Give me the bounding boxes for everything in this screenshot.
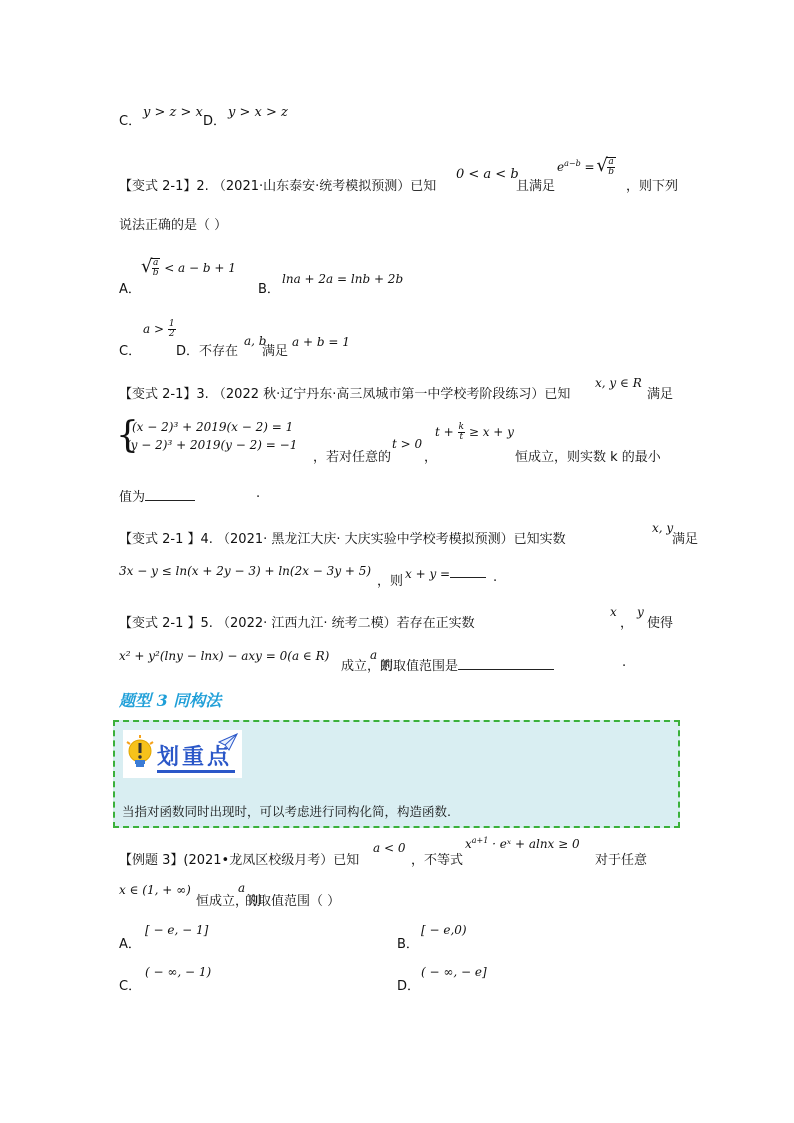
q3-end: .	[256, 486, 261, 501]
q3-t-cond: t > 0	[392, 437, 423, 451]
q2-a-frac-num: √ a	[153, 258, 159, 268]
example3-option-b-expr: [ − e,0)	[421, 923, 467, 937]
q2-prefix: 【变式 2-1】2. （2021·山东泰安·统考模拟预测）已知	[119, 179, 437, 194]
q3-ineq-right: ≥ x + y	[468, 425, 514, 439]
q4-expr: 3x − y ≤ ln(x + 2y − 3) + ln(2x − 3y + 5)	[119, 564, 372, 578]
q2-option-d-label: D．不存在	[176, 344, 239, 359]
example3-expr-rest: · eˣ + alnx ≥ 0	[488, 837, 580, 851]
q5-end: .	[622, 655, 627, 670]
q2-eq-base: e	[557, 160, 565, 174]
key-point-box	[113, 720, 680, 828]
q2-option-d-ab: a, b	[244, 334, 267, 348]
example3-option-d-label: D．	[397, 979, 421, 994]
example3-expr-exp: a+1	[471, 836, 489, 845]
example3-option-b-label: B．	[397, 937, 419, 952]
q2-frac-num: √ a	[608, 157, 614, 167]
q3-ineq-num: k	[458, 422, 464, 432]
badge-underline	[157, 770, 235, 773]
section-title: 题型 3 同构法	[119, 691, 222, 710]
example3-option-c-label: C．	[119, 979, 142, 994]
q2-equation	[557, 157, 616, 177]
q2-suffix: ，则下列	[626, 179, 679, 194]
q2-c-expr: a >	[143, 322, 165, 336]
example3-prefix: 【例题 3】(2021•龙凤区校级月考）已知	[119, 853, 360, 868]
answer-blank[interactable]	[145, 487, 195, 501]
answer-blank[interactable]	[450, 564, 486, 578]
example3-option-a-label: A．	[119, 937, 141, 952]
q2-option-a-label: A．	[119, 282, 141, 297]
q2-option-d-mid: 满足	[262, 344, 289, 359]
example3-suffix: 对于任意	[595, 853, 648, 868]
key-point-label: 划重点	[157, 745, 233, 770]
option-d-expr: y > x > z	[228, 105, 288, 120]
q4-vars: x, y	[652, 521, 674, 535]
option-d-label: D．	[203, 114, 227, 129]
q3-mid1: ，若对任意的	[313, 450, 392, 465]
system-brace: {	[116, 415, 139, 456]
q5-expr: x² + y²(lny − lnx) − axy = 0(a ∈ R)	[119, 649, 330, 663]
q4-target	[405, 564, 486, 581]
key-point-badge	[123, 730, 242, 778]
example3-expr-base: x	[465, 837, 472, 851]
q4-mid: ，则	[377, 574, 404, 589]
sqrt-symbol	[143, 258, 160, 278]
option-c-prev	[119, 110, 141, 129]
q5-tail	[380, 655, 554, 674]
example3-mid: ，不等式	[411, 853, 464, 868]
q3-system-eq2: (y − 2)³ + 2019(y − 2) = −1	[126, 438, 298, 452]
q3-line3-a: 值为	[119, 490, 146, 505]
q3-suffix: 满足	[647, 387, 674, 402]
q5-y: y	[637, 605, 644, 619]
q3-tail: 恒成立，则实数 k 的最小	[515, 450, 661, 465]
q2-condition: 0 < a < b	[456, 167, 519, 182]
q2-option-b-label: B．	[258, 282, 280, 297]
q3-inequality	[435, 423, 514, 442]
q2-eq-exp: a−b	[564, 159, 581, 168]
example3-option-c-expr: ( − ∞, − 1)	[145, 965, 212, 979]
q2-line2: 说法正确的是（ ）	[119, 218, 228, 233]
q3-ineq-left: t +	[435, 425, 454, 439]
q2-frac-den: b	[608, 167, 614, 177]
q4-end: .	[493, 570, 498, 585]
q2-option-c-expr	[143, 320, 176, 339]
q5-comma: ，	[620, 616, 634, 631]
q5-mid: 成立，则	[341, 659, 394, 674]
answer-blank[interactable]	[458, 656, 554, 670]
q5-tail-text: 的取值范围是	[380, 659, 459, 674]
q5-a: a	[370, 648, 378, 662]
example3-domain: x ∈ (1, + ∞)	[119, 883, 191, 897]
q2-c-frac-den: 2	[168, 329, 175, 339]
example3-line2-tail: 的取值范围（ ）	[245, 894, 341, 909]
q3-vars: x, y ∈ R	[595, 376, 642, 390]
q4-target-text: x + y =	[405, 567, 451, 581]
example3-line2-mid: 恒成立，则	[196, 894, 262, 909]
q3-prefix: 【变式 2-1】3. （2022 秋·辽宁丹东·高三凤城市第一中学校考阶段练习）已知	[119, 387, 571, 402]
option-label: C．	[119, 114, 142, 129]
q3-system-eq1: (x − 2)³ + 2019(x − 2) = 1	[132, 420, 294, 434]
q3-ineq-den: t	[459, 432, 464, 442]
q2-option-a-expr	[143, 258, 236, 278]
example3-option-d-expr: ( − ∞, − e]	[421, 965, 487, 979]
q2-option-d-expr: a + b = 1	[292, 335, 350, 349]
q4-suffix: 满足	[672, 532, 699, 547]
q3-line3	[119, 486, 195, 505]
example3-expr	[465, 836, 580, 851]
example3-cond: a < 0	[373, 841, 406, 855]
example3-a: a	[238, 881, 246, 895]
q2-c-frac-num: 1	[168, 319, 175, 329]
q5-suffix: 使得	[647, 616, 674, 631]
q2-eq-mid: =	[580, 160, 599, 174]
q5-prefix: 【变式 2-1 】5. （2022· 江西九江· 统考二模）若存在正实数	[119, 616, 475, 631]
q4-prefix: 【变式 2-1 】4. （2021· 黑龙江大庆· 大庆实验中学校考模拟预测）已知实数	[119, 532, 566, 547]
key-point-text: 当指对函数同时出现时，可以考虑进行同构化简，构造函数.	[122, 804, 451, 819]
q2-option-c-label: C．	[119, 344, 142, 359]
q2-mid: 且满足	[516, 179, 556, 194]
q2-a-tail: < a − b + 1	[160, 261, 236, 275]
q5-x: x	[610, 605, 617, 619]
sqrt-symbol	[598, 157, 615, 177]
q2-option-b-expr: lna + 2a = lnb + 2b	[282, 272, 404, 286]
q2-a-frac-den: b	[152, 268, 159, 278]
example3-option-a-expr: [ − e, − 1]	[145, 923, 209, 937]
option-c-expr: y > z > x	[143, 105, 203, 120]
q3-comma: ，	[424, 450, 438, 465]
